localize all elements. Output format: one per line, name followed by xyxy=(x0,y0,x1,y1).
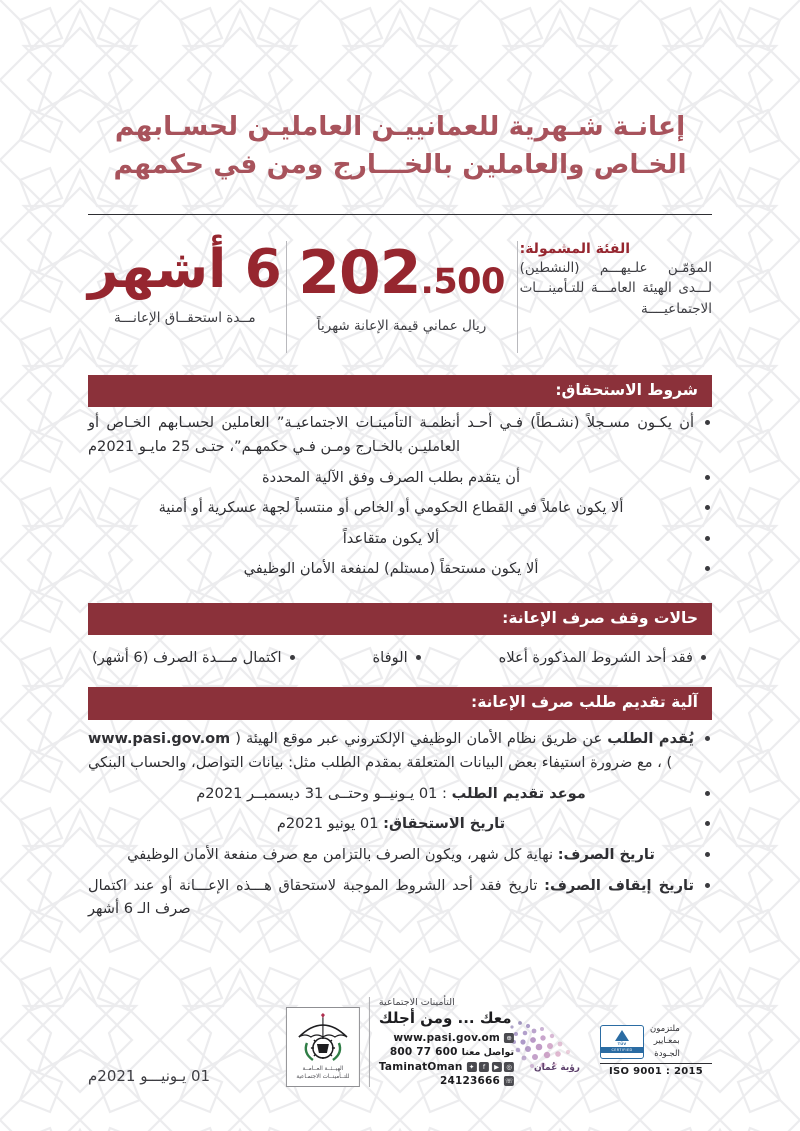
list-item xyxy=(88,727,712,775)
section-header-mechanism: آلية تقديم طلب صرف الإعانة: xyxy=(88,687,712,719)
duration-value: 6 أشهر xyxy=(88,238,282,300)
footer xyxy=(0,956,800,1131)
list-item: فقد أحد الشروط المذكورة أعلاه xyxy=(499,647,708,669)
vision-label: رؤية عُمان xyxy=(534,1063,580,1073)
globe-icon: ⊕ xyxy=(504,1033,514,1043)
list-item: أن يكـون مسـجلاً (نشـطاً) فـي أحـد أنظمـة التأمينـات الاجتماعيـة” العاملين لحسـابهم الخـاص أو العامليـن بالخـارج ومـن فـي حكمهـم”، حتـى 25 مايـو 2021م xyxy=(88,411,712,458)
stat-category xyxy=(518,241,712,353)
whatsapp-row[interactable] xyxy=(379,1075,514,1087)
tuv-certification-icon xyxy=(600,1025,644,1059)
item-text: عن طريق نظام الأمان الوظيفي الإلكتروني عبر موقع الهيئة ( xyxy=(230,729,608,747)
amount-main: 202 xyxy=(298,237,421,308)
social-handle[interactable]: TaminatOman xyxy=(378,1060,463,1073)
social-row[interactable] xyxy=(379,1061,514,1073)
emblem-line-2: للتــأمينــات الاجتمـاعية xyxy=(296,1074,350,1081)
conditions-list xyxy=(88,411,712,581)
item-text: نهاية كل شهر، ويكون الصرف بالتزامن مع صرف منفعة الأمان الوظيفي xyxy=(127,845,558,863)
twitter-icon[interactable]: ✦ xyxy=(467,1062,477,1072)
phone-label: تواصل معنا xyxy=(461,1046,515,1058)
item-lead: تاريخ إيقاف الصرف: xyxy=(544,876,695,894)
iso-standard-label: ISO 9001 : 2015 xyxy=(608,1066,704,1077)
amount-decimal: .500 xyxy=(420,261,505,302)
youtube-icon[interactable]: ▶ xyxy=(492,1062,502,1072)
title-line-2: الخـاص والعاملين بالخـــارج ومن في حكمهم xyxy=(113,149,687,181)
pasi-phone[interactable]: 800 77 600 xyxy=(389,1046,458,1058)
whatsapp-icon: ☏ xyxy=(505,1077,514,1085)
item-text: ) ، مع ضرورة استيفاء بعض البيانات المتعلقة بمقدم الطلب مثل: بيانات التواصل، والحساب البنكي xyxy=(88,754,673,772)
stop-cases-row xyxy=(88,647,712,669)
pasi-crest-icon xyxy=(293,1013,353,1063)
item-text: 01 يونيو 2021م xyxy=(276,815,384,833)
list-item: ألا يكون متقاعداً xyxy=(88,527,712,551)
list-item xyxy=(88,843,712,867)
mechanism-list xyxy=(88,727,712,921)
oman-vision-logo xyxy=(506,1017,590,1081)
item-lead: موعد تقديم الطلب xyxy=(451,784,586,802)
tuv-label: TÜV xyxy=(617,1042,627,1047)
emblem-line-1: الهيــئــة العــامــة xyxy=(302,1066,344,1072)
pasi-slogan: معك ... ومن أجلك xyxy=(378,1009,512,1027)
iso-certification-block xyxy=(600,1023,712,1077)
pasi-contact-details xyxy=(369,997,514,1087)
facebook-icon[interactable]: f xyxy=(479,1062,489,1072)
category-title: الفئة المشمولة: xyxy=(519,240,631,257)
iso-word-1: ملتزمون xyxy=(650,1024,680,1035)
certified-band: CERTIFIED xyxy=(601,1047,643,1053)
list-item: ألا يكون مستحقاً (مستلم) لمنفعة الأمان الوظيفي xyxy=(88,557,712,581)
triangle-icon xyxy=(615,1030,629,1041)
list-item: اكتمال مـــدة الصرف (6 أشهر) xyxy=(92,647,297,669)
item-lead: تاريخ الصرف: xyxy=(557,845,655,863)
duration-caption: مــدة استحقــاق الإعانـــة xyxy=(114,310,256,327)
publication-date: 01 يـونيـــو 2021م xyxy=(88,1067,211,1085)
list-item: الوفاة xyxy=(373,647,423,669)
item-lead: يُقدم الطلب xyxy=(607,729,694,747)
pasi-footer-block xyxy=(286,997,514,1087)
list-item: ألا يكون عاملاً في القطاع الحكومي أو الخاص أو منتسباً لجهة عسكرية أو أمنية xyxy=(88,496,712,520)
page-title xyxy=(88,0,712,215)
title-divider xyxy=(88,214,712,215)
section-header-conditions: شروط الاستحقاق: xyxy=(88,375,712,407)
iso-divider xyxy=(600,1063,712,1064)
pasi-whatsapp[interactable]: 24123666 xyxy=(440,1075,501,1087)
section-header-stop-cases: حالات وقف صرف الإعانة: xyxy=(88,603,712,635)
stat-amount xyxy=(286,237,518,353)
amount-caption: ريال عماني قيمة الإعانة شهرياً xyxy=(316,317,487,334)
item-text: تاريخ فقد أحد الشروط الموجبة لاستحقاق هـــذه الإعـــانة أو عند اكتمال صرف الـ 6 أشهر xyxy=(88,876,545,918)
social-icon-group xyxy=(467,1062,515,1072)
pasi-emblem-logo xyxy=(286,1007,360,1087)
title-line-1: إعانـة شـهرية للعمانييـن العامليـن لحسـابهم xyxy=(114,111,686,142)
iso-word-3: الجـودة xyxy=(654,1048,680,1059)
item-lead: تاريخ الاستحقاق: xyxy=(383,815,506,833)
amount-value xyxy=(287,237,517,308)
website-row[interactable] xyxy=(379,1032,514,1044)
pasi-kicker: التأمينات الاجتماعية xyxy=(378,996,455,1008)
instagram-icon[interactable]: ◎ xyxy=(504,1062,514,1072)
category-body: المؤمّـن علـيهـــم (النشطين) لـــدى الهيئة العامـــة للتـأمينـــات الاجتماعيــــة xyxy=(519,259,712,317)
pasi-website[interactable]: www.pasi.gov.om xyxy=(393,1031,501,1044)
list-item: أن يتقدم بطلب الصرف وفق الآلية المحددة xyxy=(88,466,712,490)
list-item xyxy=(88,812,712,836)
list-item xyxy=(88,782,712,806)
item-text: : 01 يـونيــو وحتــى 31 ديسمبــر 2021م xyxy=(196,784,452,802)
pasi-website-link[interactable]: www.pasi.gov.om xyxy=(88,730,231,747)
stats-row xyxy=(88,237,712,353)
emblem-text xyxy=(296,1065,349,1082)
iso-word-2: بمعـايير xyxy=(653,1036,680,1047)
iso-commitment-text xyxy=(650,1023,680,1060)
stat-duration xyxy=(88,238,286,353)
phone-row[interactable] xyxy=(379,1046,514,1058)
list-item xyxy=(88,874,712,921)
